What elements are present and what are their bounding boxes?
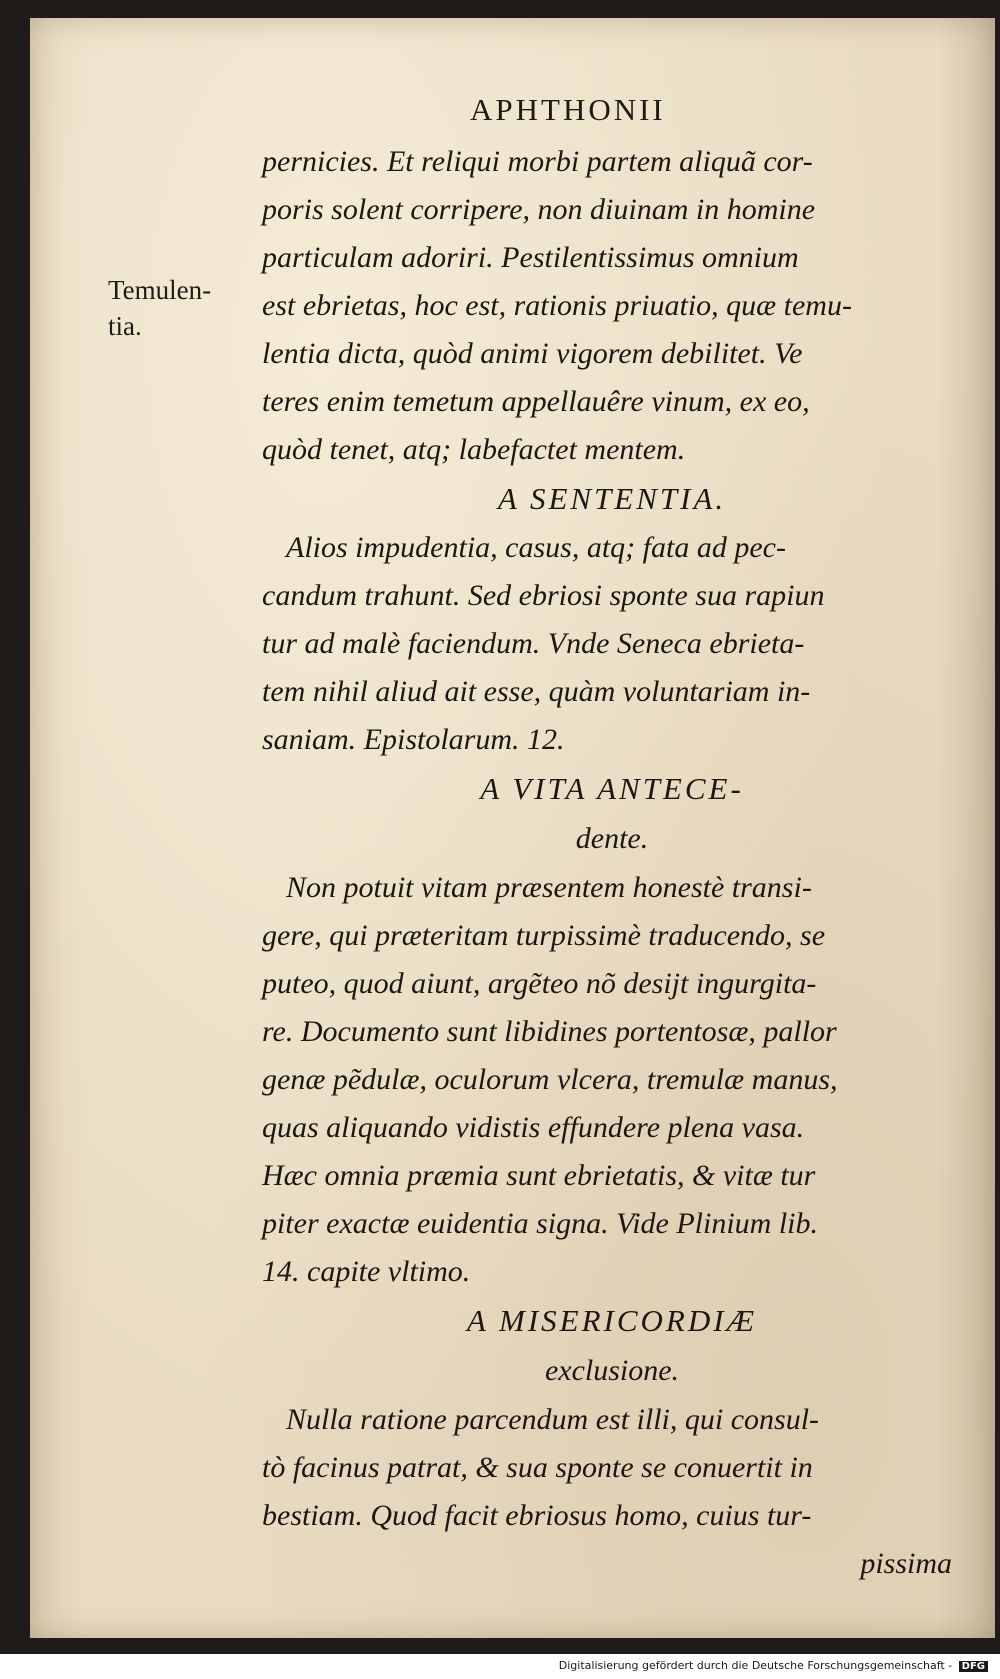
text-line: tem nihil aliud ait esse, quàm voluntariam in- [262,675,811,708]
text-line: saniam. Epistolarum. 12. [262,723,565,756]
text-line: Non potuit vitam præsentem honestè transi- [286,871,812,904]
text-line: est ebrietas, hoc est, rationis priuatio, quæ temu- [262,289,852,322]
catchword: pissima [860,1547,952,1580]
text-line: re. Documento sunt libidines portentosæ, pallor [262,1015,837,1048]
text-line: genæ pẽdulæ, oculorum vlcera, tremulæ manus, [262,1063,838,1096]
text-line: lentia dicta, quòd animi vigorem debilitet. Ve [262,337,803,370]
main-text [262,138,962,1588]
text-line: pernicies. Et reliqui morbi partem aliquã cor- [262,145,813,178]
text-line: quòd tenet, atq; labefactet mentem. [262,433,686,466]
text-line: puteo, quod aiunt, argẽteo nõ desijt ingurgita- [262,967,817,1000]
text-line: Nulla ratione parcendum est illi, qui consul- [286,1403,820,1436]
marginal-note-line: tia. [108,311,142,341]
section-heading: A SENTENTIA. [497,481,727,516]
section-heading: A VITA ANTECE- [480,771,744,806]
text-line: tò facinus patrat, & sua sponte se conuertit in [262,1451,813,1484]
marginal-note-line: Temulen- [108,275,212,305]
text-line: Alios impudentia, casus, atq; fata ad pec- [286,531,786,564]
text-line: quas aliquando vidistis effundere plena vasa. [262,1111,805,1144]
text-line: Hæc omnia præmia sunt ebrietatis, & vitæ tur [262,1159,816,1192]
text-line: piter exactæ euidentia signa. Vide Plinium lib. [262,1207,819,1240]
text-line: gere, qui præteritam turpissimè traducendo, se [262,919,826,952]
marginal-note [108,272,211,344]
text-line: 14. capite vltimo. [262,1255,471,1288]
digitization-credit [555,1658,992,1673]
text-line: poris solent corripere, non diuinam in homine [262,193,816,226]
section-heading-continuation: dente. [575,822,649,855]
text-line: tur ad malè faciendum. Vnde Seneca ebrieta- [262,627,805,660]
text-line: teres enim temetum appellauêre vinum, ex eo, [262,385,810,418]
dfg-logo: DFG [959,1661,988,1672]
text-line: bestiam. Quod facit ebriosus homo, cuius tur- [262,1499,812,1532]
section-heading-continuation: exclusione. [544,1354,680,1387]
section-heading: A MISERICORDIÆ [466,1303,758,1338]
credit-text: Digitalisierung gefördert durch die Deutsche Forschungsgemeinschaft - [558,1659,953,1672]
text-line: particulam adoriri. Pestilentissimus omnium [262,241,799,274]
text-line: candum trahunt. Sed ebriosi sponte sua rapiun [262,579,825,612]
running-head: APHTHONII [470,92,666,127]
